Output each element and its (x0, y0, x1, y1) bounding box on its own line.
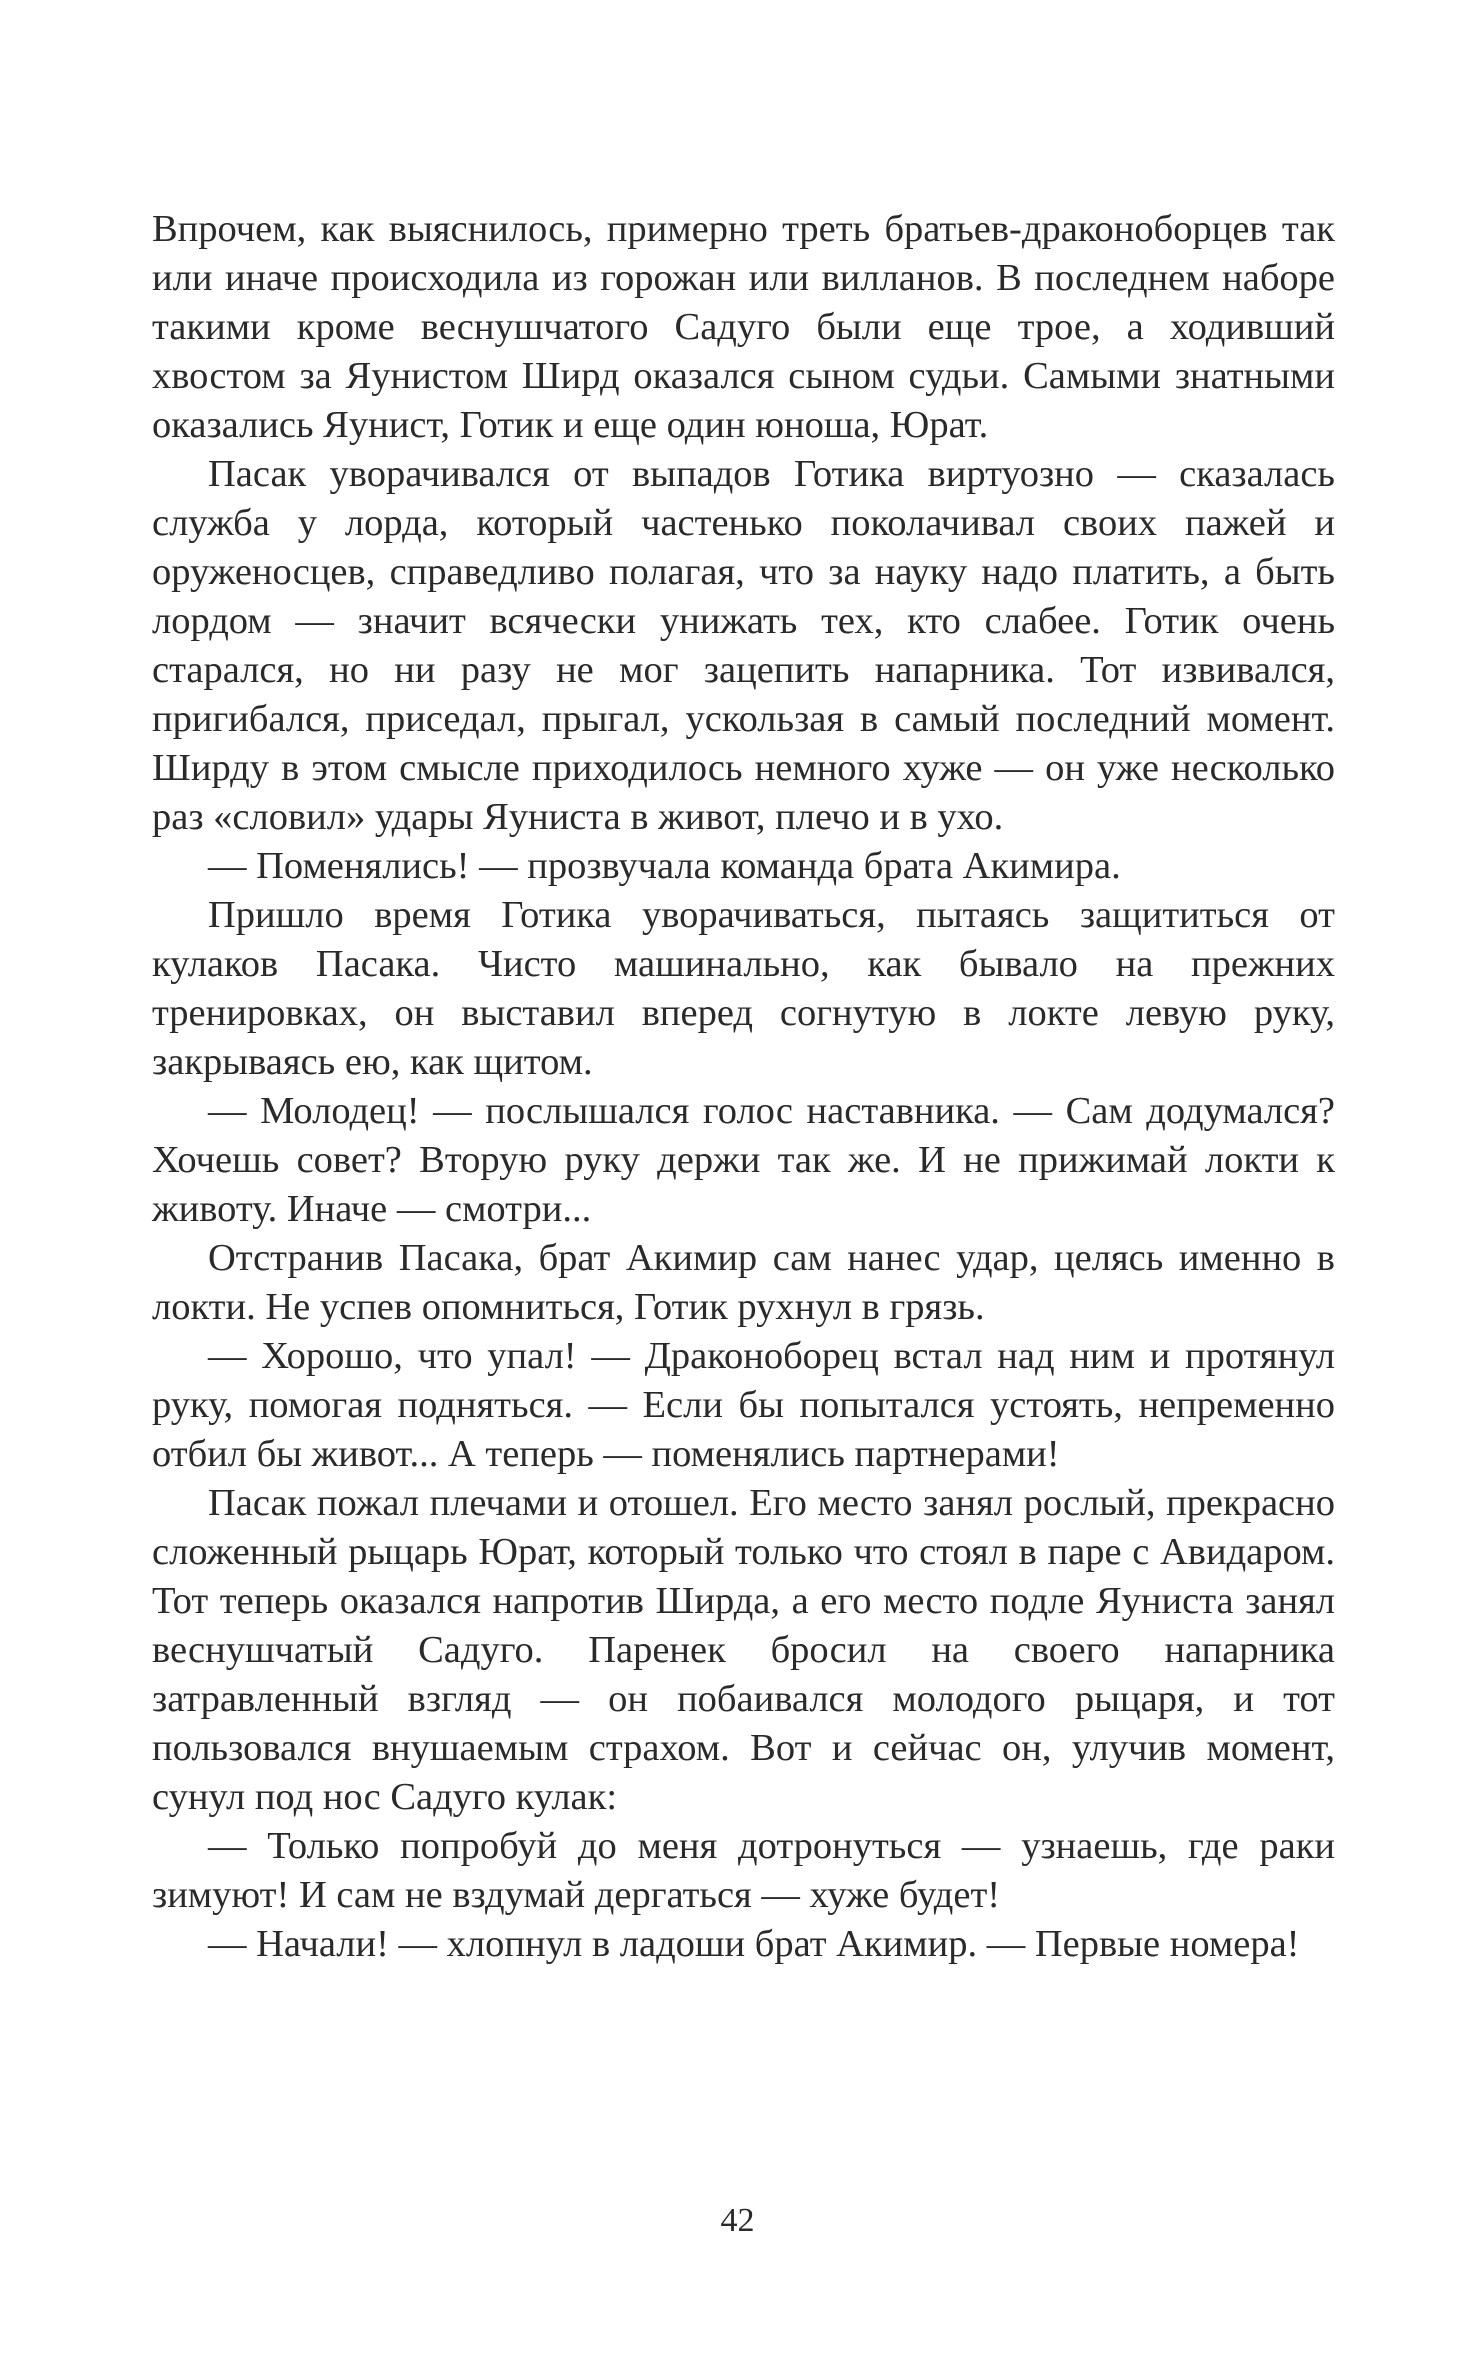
paragraph-3: — Поменялись! — прозвучала команда брата Акимира. (208, 845, 1121, 887)
paragraph-5: — Молодец! — послышался голос наставника. — Сам додумался? Хочешь совет? Вторую руку держи так же. И не прижимай локти к животу. Иначе — смотри... (152, 1090, 1335, 1230)
paragraph-1: Впрочем, как выяснилось, примерно треть братьев-драконоборцев так или иначе происходила из горожан или вилланов. В последнем наборе такими кроме веснушчатого Садуго были еще трое, а ходивший хвостом за Яунистом Ширд оказался сыном судьи. Самыми знатными оказались Яунист, Готик и еще один юноша, Юрат. (152, 208, 1335, 446)
paragraph-6: Отстранив Пасака, брат Акимир сам нанес удар, целясь именно в локти. Не успев опомниться, Готик рухнул в грязь. (152, 1237, 1335, 1328)
body-text (152, 205, 1335, 1969)
paragraph-10: — Начали! — хлопнул в ладоши брат Акимир. — Первые номера! (208, 1923, 1300, 1965)
paragraph-9: — Только попробуй до меня дотронуться — узнаешь, где раки зимуют! И сам не вздумай дергаться — хуже будет! (152, 1825, 1335, 1916)
paragraph-8: Пасак пожал плечами и отошел. Его место занял рослый, прекрасно сложенный рыцарь Юрат, который только что стоял в паре с Авидаром. Тот теперь оказался напротив Ширда, а его место подле Яуниста занял веснушчатый Садуго. Паренек бросил на своего напарника затравленный взгляд — он побаивался молодого рыцаря, и тот пользовался внушаемым страхом. Вот и сейчас он, улучив момент, сунул под нос Садуго кулак: (152, 1482, 1335, 1818)
paragraph-2: Пасак уворачивался от выпадов Готика виртуозно — сказалась служба у лорда, который частенько поколачивал своих пажей и оруженосцев, справедливо полагая, что за науку надо платить, а быть лордом — значит всячески унижать тех, кто слабее. Готик очень старался, но ни разу не мог зацепить напарника. Тот извивался, пригибался, приседал, прыгал, ускользая в самый последний момент. Ширду в этом смысле приходилось немного хуже — он уже несколько раз «словил» удары Яуниста в живот, плечо и в ухо. (152, 453, 1335, 838)
paragraph-4: Пришло время Готика уворачиваться, пытаясь защититься от кулаков Пасака. Чисто машинально, как бывало на прежних тренировках, он выставил вперед согнутую в локте левую руку, закрываясь ею, как щитом. (152, 894, 1335, 1083)
page-number: 42 (720, 2202, 755, 2239)
paragraph-7: — Хорошо, что упал! — Драконоборец встал над ним и протянул руку, помогая подняться. — Если бы попытался устоять, непременно отбил бы живот... А теперь — поменялись партнерами! (152, 1335, 1335, 1475)
